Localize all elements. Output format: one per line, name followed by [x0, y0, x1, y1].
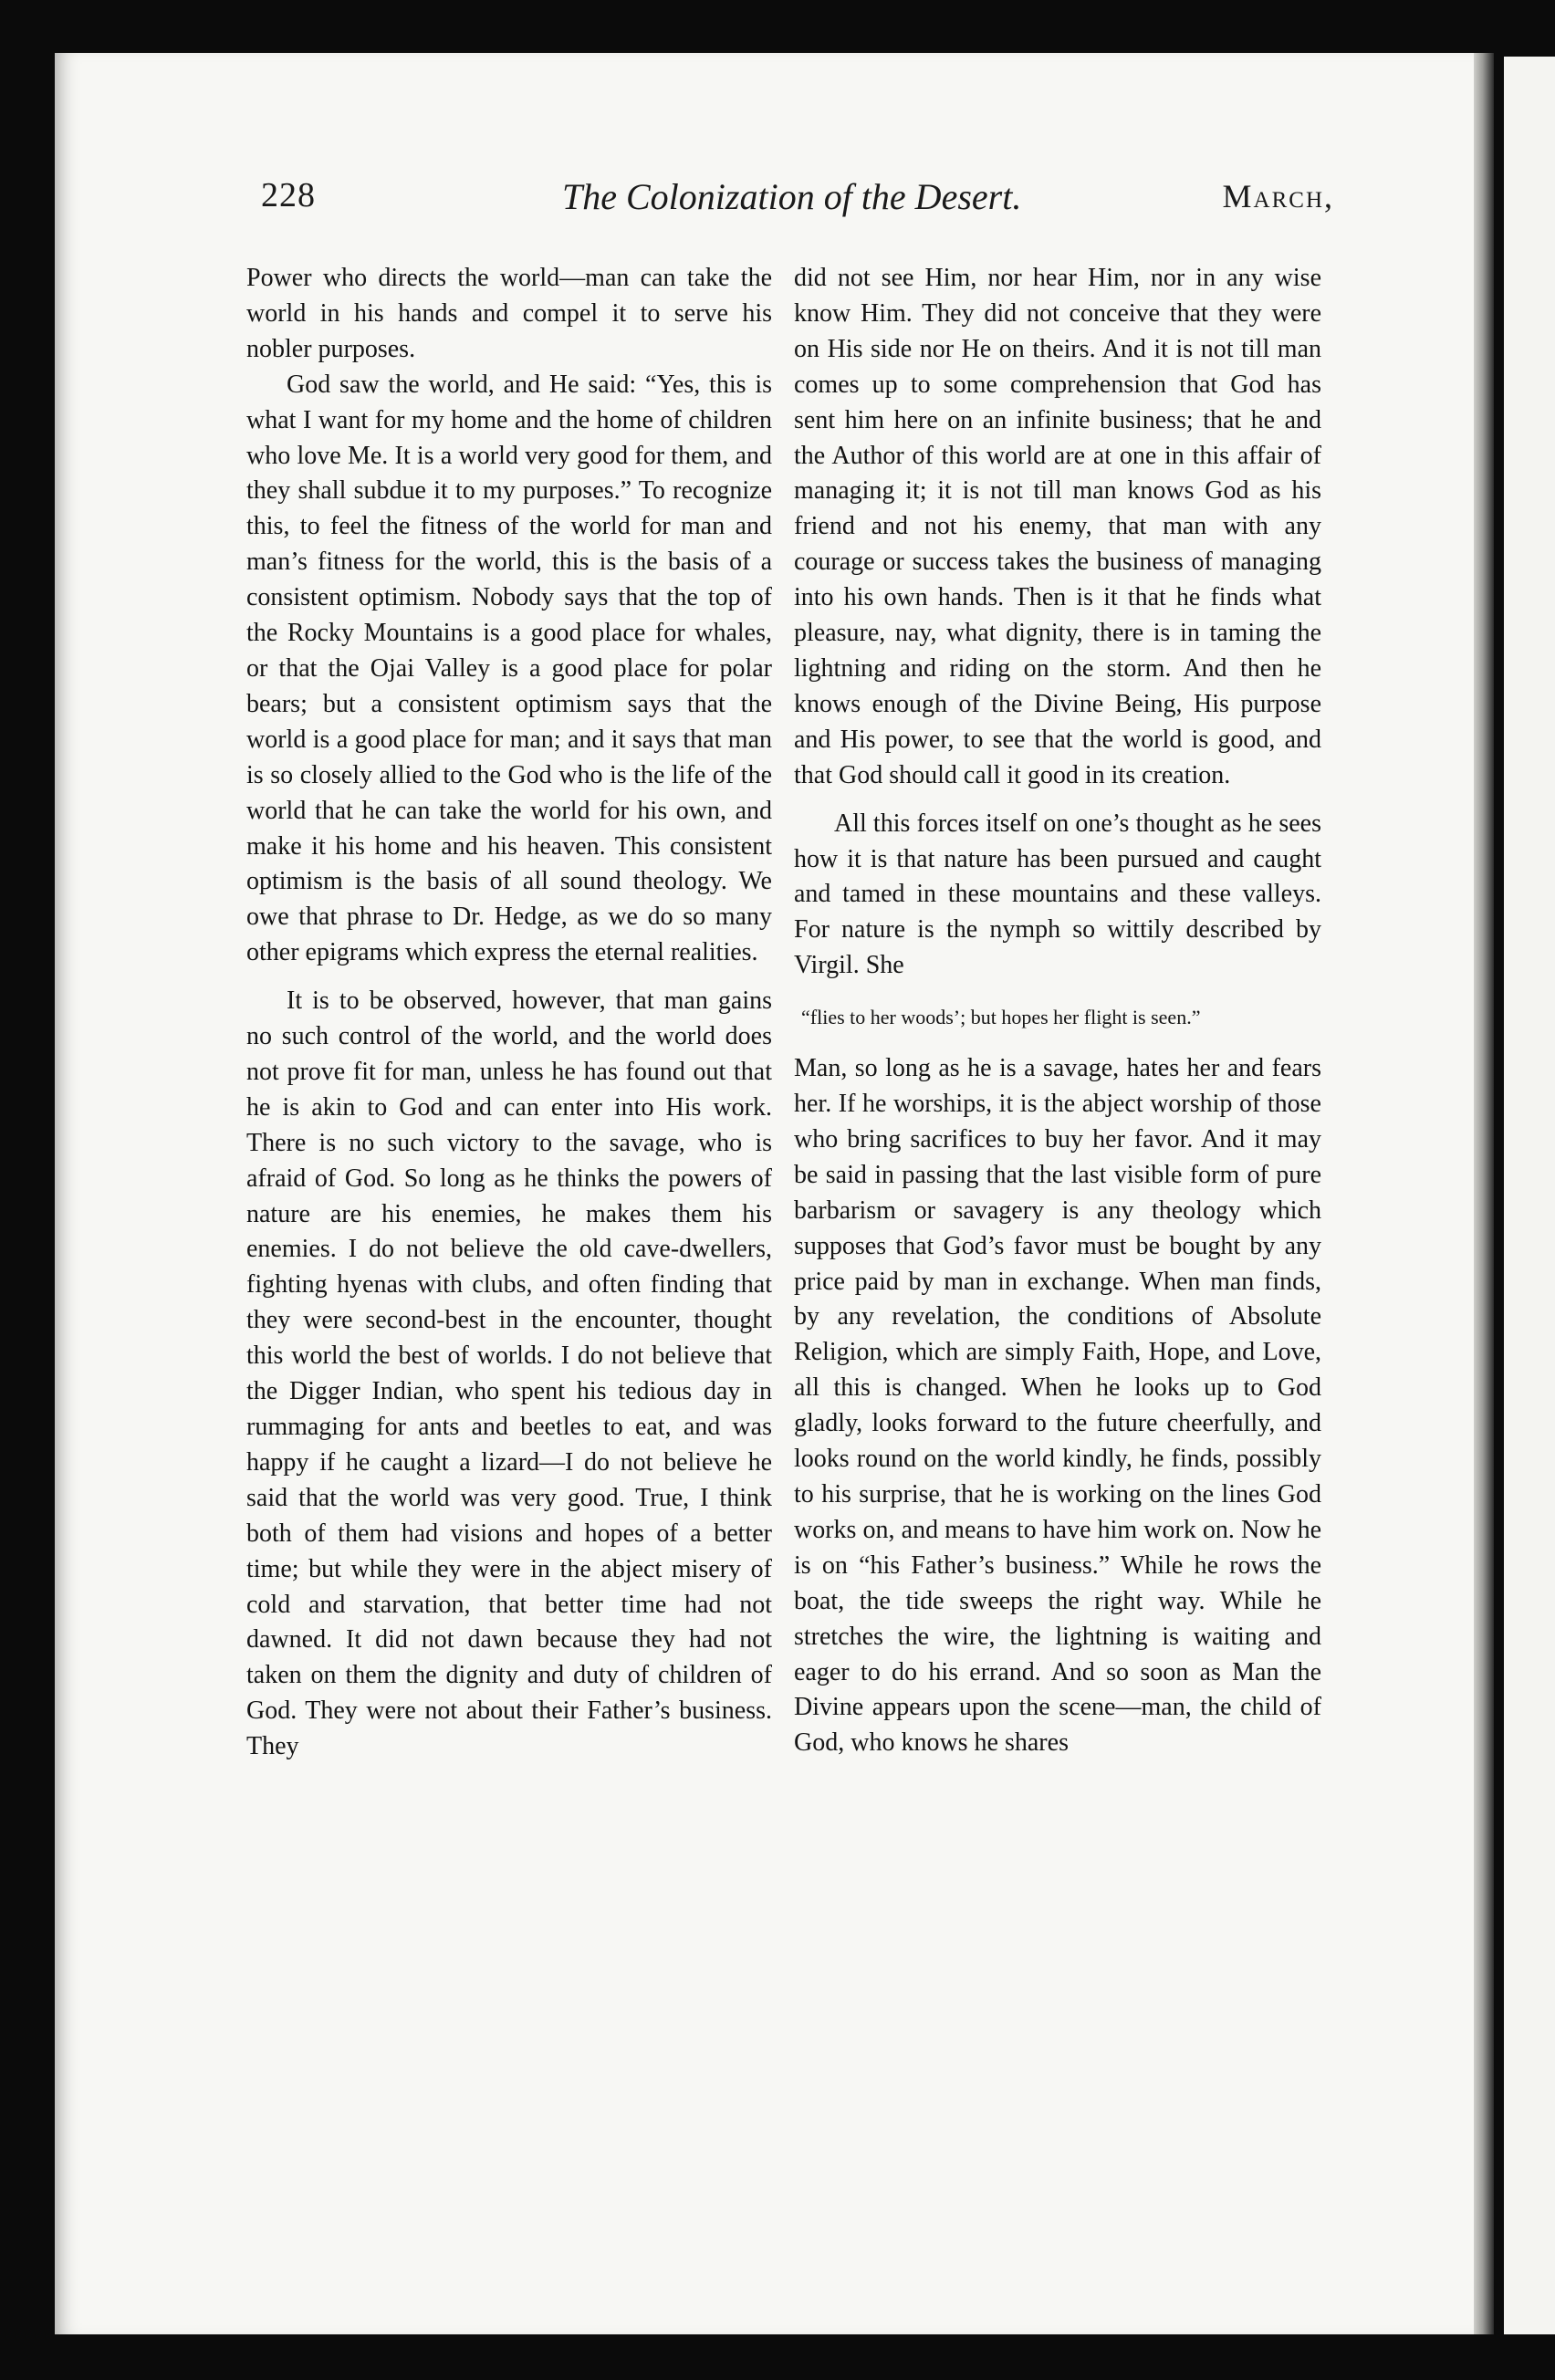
- left-paragraph-3: It is to be observed, however, that man gains no such control of the world, and the world does not prove fit for man, unless he has found out that he is akin to God and can enter into His work. There is no such victory to the savage, who is afraid of God. So long as he thinks the powers of nature are his enemies, he makes them his enemies. I do not believe the old cave-dwellers, fighting hyenas with clubs, and often finding that they were second-best in the encounter, thought this world the best of worlds. I do not believe that the Digger Indian, who spent his tedious day in rummaging for ants and beetles to eat, and was happy if he caught a lizard—I do not believe he said that the world was very good. True, I think both of them had visions and hopes of a better time; but while they were in the abject misery of cold and starvation, that better time had not dawned. It did not dawn because they had not taken on them the dignity and duty of children of God. They were not about their Father’s business. They: [246, 986, 772, 1761]
- right-paragraph-3: Man, so long as he is a savage, hates her and fears her. If he worships, it is the abject worship of those who bring sacrifices to buy her favor. And it may be said in passing that the last visible form of pure barbarism or savagery is any theology which supposes that God’s favor must be bought by any price paid by man in exchange. When man finds, by any revelation, the conditions of Absolute Religion, which are simply Faith, Hope, and Love, all this is changed. When he looks up to God gladly, looks forward to the future cheerfully, and looks round on the world kindly, he finds, possibly to his surprise, that he is working on the lines God works on, and means to have him work on. Now he is on “his Father’s business.” While he rows the boat, the tide sweeps the right way. While he stretches the wire, the lightning is waiting and eager to do his errand. And so soon as Man the Divine appears upon the scene—man, the child of God, who knows he shares: [794, 1054, 1321, 1758]
- right-paragraph-1: did not see Him, nor hear Him, nor in any wise know Him. They did not conceive that they were on His side nor He on theirs. And it is not till man comes up to some comprehension that God has sent him here on an infinite business; that he and the Author of this world are at one in this affair of managing it; it is not till man knows God as his friend and not his enemy, that man with any courage or success takes the business of managing into his own hands. Then is it that he finds what pleasure, nay, what dignity, there is in taming the lightning and riding on the storm. And then he knows enough of the Divine Being, His purpose and His power, to see that the world is good, and that God should call it good in its creation.: [794, 264, 1321, 789]
- adjacent-page-edge: [1504, 57, 1555, 2334]
- left-column: [246, 261, 772, 1765]
- left-paragraph-2: God saw the world, and He said: “Yes, this is what I want for my home and the home of children who love Me. It is a world very good for them, and they shall subdue it to my purposes.” To recognize this, to feel the fitness of the world for man and man’s fitness for the world, this is the basis of a consistent optimism. Nobody says that the top of the Rocky Mountains is a good place for whales, or that the Ojai Valley is a good place for polar bears; but a consistent optimism says that the world is a good place for man; and it says that man is so closely allied to the God who is the life of the world that he can take the world for his own, and make it his home and his heaven. This consistent optimism is the basis of all sound theology. We owe that phrase to Dr. Hedge, as we do so many other epigrams which express the eternal realities.: [246, 370, 772, 967]
- left-paragraph-1: Power who directs the world—man can take the world in his hands and compel it to serve his nobler purposes.: [246, 264, 772, 363]
- page-gutter-edge: [1474, 53, 1494, 2334]
- running-title: The Colonization of the Desert.: [562, 176, 1022, 217]
- right-paragraph-2: All this forces itself on one’s thought as he sees how it is that nature has been pursued and caught and tamed in these mountains and these valleys. For nature is the nymph so wittily described by Virgil. She: [794, 809, 1321, 980]
- page-number: 228: [261, 176, 316, 214]
- right-column: [794, 261, 1321, 1761]
- running-header: [261, 175, 1334, 230]
- section-label: March,: [1222, 178, 1334, 214]
- verse-quotation: “flies to her woods’; but hopes her flight is seen.”: [801, 1006, 1201, 1029]
